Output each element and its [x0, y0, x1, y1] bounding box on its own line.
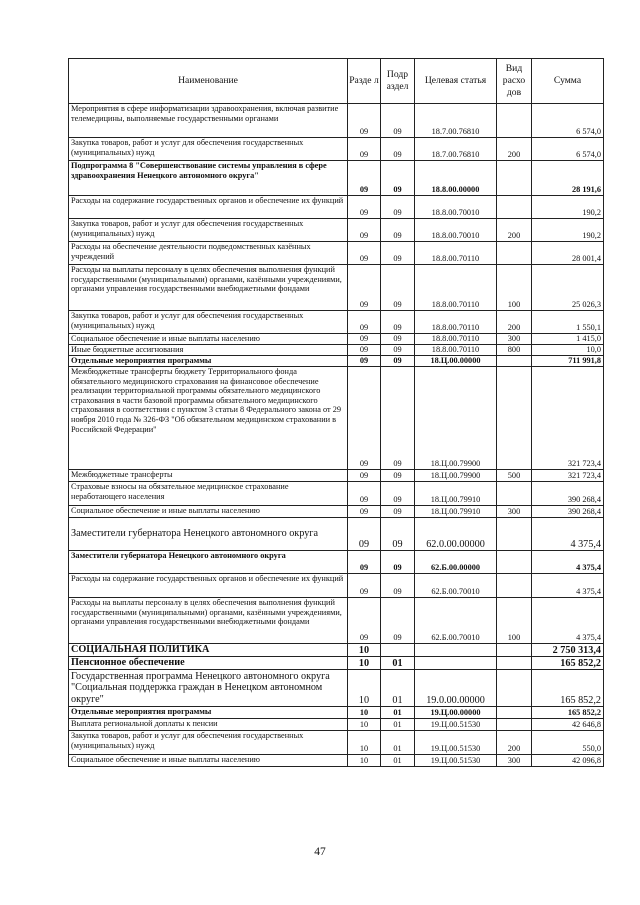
row-podrazdel-cell: 09	[381, 367, 415, 470]
row-razdel-cell: 09	[348, 334, 381, 345]
row-razdel-cell: 10	[348, 731, 381, 755]
table-row	[69, 670, 604, 707]
row-expense-type-cell	[497, 719, 532, 731]
row-razdel-cell: 09	[348, 345, 381, 356]
row-target-article-cell: 62.Б.00.70010	[415, 574, 497, 598]
row-expense-type-cell: 500	[497, 470, 532, 482]
row-expense-type-cell: 300	[497, 506, 532, 518]
row-podrazdel-cell: 09	[381, 196, 415, 219]
row-razdel-cell: 09	[348, 242, 381, 265]
header-podrazdel: Подр аздел	[381, 59, 415, 104]
table-row	[69, 707, 604, 719]
row-sum-cell: 4 375,4	[532, 518, 604, 551]
table-row	[69, 755, 604, 767]
row-expense-type-cell	[497, 482, 532, 506]
row-expense-type-cell	[497, 104, 532, 138]
row-razdel-cell: 09	[348, 104, 381, 138]
row-sum-cell: 1 550,1	[532, 311, 604, 334]
row-target-article-cell: 18.8.00.00000	[415, 161, 497, 196]
row-razdel-cell: 09	[348, 196, 381, 219]
row-name-cell: Заместители губернатора Ненецкого автономного округа	[69, 551, 348, 574]
row-razdel-cell: 10	[348, 670, 381, 707]
header-target-article: Целевая статья	[415, 59, 497, 104]
table-row	[69, 265, 604, 311]
table-row	[69, 138, 604, 161]
row-podrazdel-cell: 09	[381, 104, 415, 138]
row-podrazdel-cell: 09	[381, 356, 415, 367]
row-sum-cell: 42 096,8	[532, 755, 604, 767]
table-row	[69, 356, 604, 367]
table-row	[69, 719, 604, 731]
row-name-cell: Расходы на выплаты персоналу в целях обеспечения выполнения функций государственными (муниципальными) органами, казёнными учреждениями, органами управления государственными внебюджетными фондами	[69, 265, 348, 311]
table-row	[69, 161, 604, 196]
row-sum-cell: 28 191,6	[532, 161, 604, 196]
table-row	[69, 574, 604, 598]
row-razdel-cell: 09	[348, 574, 381, 598]
row-sum-cell: 321 723,4	[532, 367, 604, 470]
row-name-cell: Мероприятия в сфере информатизации здравоохранения, включая развитие телемедицины, выполняемые государственными органами	[69, 104, 348, 138]
row-target-article-cell: 18.8.00.70110	[415, 345, 497, 356]
row-sum-cell: 25 026,3	[532, 265, 604, 311]
row-expense-type-cell	[497, 644, 532, 657]
table-row	[69, 518, 604, 551]
row-target-article-cell	[415, 657, 497, 670]
row-razdel-cell: 09	[348, 161, 381, 196]
row-sum-cell: 2 750 313,4	[532, 644, 604, 657]
row-razdel-cell: 09	[348, 356, 381, 367]
row-sum-cell: 390 268,4	[532, 482, 604, 506]
row-target-article-cell: 19.Ц.00.51530	[415, 755, 497, 767]
row-podrazdel-cell: 09	[381, 506, 415, 518]
row-sum-cell: 10,0	[532, 345, 604, 356]
row-target-article-cell: 18.8.00.70110	[415, 242, 497, 265]
row-razdel-cell: 09	[348, 506, 381, 518]
row-expense-type-cell: 100	[497, 598, 532, 644]
row-sum-cell: 4 375,4	[532, 598, 604, 644]
row-target-article-cell: 18.Ц.00.00000	[415, 356, 497, 367]
row-expense-type-cell	[497, 161, 532, 196]
row-sum-cell: 165 852,2	[532, 707, 604, 719]
budget-table-page	[68, 58, 603, 767]
row-expense-type-cell	[497, 196, 532, 219]
table-row	[69, 367, 604, 470]
row-podrazdel-cell: 09	[381, 311, 415, 334]
table-row	[69, 551, 604, 574]
row-target-article-cell: 18.Ц.00.79900	[415, 367, 497, 470]
row-sum-cell: 190,2	[532, 219, 604, 242]
row-razdel-cell: 09	[348, 367, 381, 470]
row-name-cell: Заместители губернатора Ненецкого автономного округа	[69, 518, 348, 551]
row-razdel-cell: 10	[348, 755, 381, 767]
row-sum-cell: 321 723,4	[532, 470, 604, 482]
row-razdel-cell: 09	[348, 265, 381, 311]
row-target-article-cell: 62.0.00.00000	[415, 518, 497, 551]
row-name-cell: Социальное обеспечение и иные выплаты населению	[69, 506, 348, 518]
row-podrazdel-cell: 09	[381, 334, 415, 345]
row-razdel-cell: 10	[348, 707, 381, 719]
row-expense-type-cell	[497, 356, 532, 367]
row-sum-cell: 550,0	[532, 731, 604, 755]
row-expense-type-cell: 200	[497, 311, 532, 334]
row-sum-cell: 4 375,4	[532, 551, 604, 574]
row-target-article-cell: 18.8.00.70110	[415, 265, 497, 311]
row-sum-cell: 165 852,2	[532, 670, 604, 707]
row-expense-type-cell	[497, 367, 532, 470]
row-podrazdel-cell: 09	[381, 161, 415, 196]
table-row	[69, 731, 604, 755]
table-row	[69, 334, 604, 345]
row-name-cell: Межбюджетные трансферты	[69, 470, 348, 482]
row-expense-type-cell	[497, 707, 532, 719]
page-number: 47	[314, 846, 326, 858]
row-name-cell: СОЦИАЛЬНАЯ ПОЛИТИКА	[69, 644, 348, 657]
row-target-article-cell: 62.Б.00.00000	[415, 551, 497, 574]
row-podrazdel-cell: 09	[381, 482, 415, 506]
table-row	[69, 470, 604, 482]
row-razdel-cell: 10	[348, 644, 381, 657]
row-razdel-cell: 09	[348, 551, 381, 574]
row-name-cell: Закупка товаров, работ и услуг для обеспечения государственных (муниципальных) нужд	[69, 311, 348, 334]
row-name-cell: Государственная программа Ненецкого автономного округа "Социальная поддержка граждан в Ненецком автономном округе"	[69, 670, 348, 707]
row-podrazdel-cell: 01	[381, 731, 415, 755]
row-name-cell: Отдельные мероприятия программы	[69, 707, 348, 719]
row-sum-cell: 28 001,4	[532, 242, 604, 265]
row-podrazdel-cell: 09	[381, 219, 415, 242]
row-target-article-cell: 18.Ц.00.79910	[415, 482, 497, 506]
row-name-cell: Пенсионное обеспечение	[69, 657, 348, 670]
row-razdel-cell: 09	[348, 219, 381, 242]
row-podrazdel-cell: 09	[381, 265, 415, 311]
row-podrazdel-cell: 09	[381, 598, 415, 644]
row-target-article-cell: 19.Ц.00.51530	[415, 719, 497, 731]
row-expense-type-cell	[497, 242, 532, 265]
row-target-article-cell	[415, 644, 497, 657]
row-sum-cell: 1 415,0	[532, 334, 604, 345]
header-sum: Сумма	[532, 59, 604, 104]
row-expense-type-cell: 300	[497, 755, 532, 767]
row-podrazdel-cell: 09	[381, 242, 415, 265]
row-razdel-cell: 10	[348, 719, 381, 731]
row-name-cell: Расходы на выплаты персоналу в целях обеспечения выполнения функций государственными (муниципальными) органами, казёнными учреждениями, органами управления государственными внебюджетными фондами	[69, 598, 348, 644]
row-sum-cell: 4 375,4	[532, 574, 604, 598]
row-podrazdel-cell: 01	[381, 670, 415, 707]
table-row	[69, 311, 604, 334]
row-expense-type-cell: 200	[497, 219, 532, 242]
row-sum-cell: 42 646,8	[532, 719, 604, 731]
row-expense-type-cell	[497, 551, 532, 574]
table-row	[69, 598, 604, 644]
row-expense-type-cell	[497, 574, 532, 598]
row-name-cell: Иные бюджетные ассигнования	[69, 345, 348, 356]
row-name-cell: Социальное обеспечение и иные выплаты населению	[69, 755, 348, 767]
row-target-article-cell: 18.Ц.00.79910	[415, 506, 497, 518]
row-sum-cell: 6 574,0	[532, 104, 604, 138]
row-target-article-cell: 18.7.00.76810	[415, 104, 497, 138]
row-target-article-cell: 19.Ц.00.00000	[415, 707, 497, 719]
row-razdel-cell: 09	[348, 518, 381, 551]
row-podrazdel-cell: 09	[381, 574, 415, 598]
row-name-cell: Выплата региональной доплаты к пенсии	[69, 719, 348, 731]
row-podrazdel-cell	[381, 644, 415, 657]
row-podrazdel-cell: 09	[381, 345, 415, 356]
table-row	[69, 242, 604, 265]
row-name-cell: Расходы на обеспечение деятельности подведомственных казённых учреждений	[69, 242, 348, 265]
row-podrazdel-cell: 01	[381, 719, 415, 731]
row-expense-type-cell	[497, 670, 532, 707]
row-name-cell: Страховые взносы на обязательное медицинское страхование неработающего населения	[69, 482, 348, 506]
row-name-cell: Закупка товаров, работ и услуг для обеспечения государственных (муниципальных) нужд	[69, 219, 348, 242]
budget-table	[68, 58, 604, 767]
table-body	[69, 104, 604, 767]
table-row	[69, 196, 604, 219]
table-row	[69, 482, 604, 506]
row-name-cell: Отдельные мероприятия программы	[69, 356, 348, 367]
row-target-article-cell: 18.8.00.70010	[415, 219, 497, 242]
row-target-article-cell: 18.Ц.00.79900	[415, 470, 497, 482]
row-target-article-cell: 18.8.00.70010	[415, 196, 497, 219]
row-name-cell: Расходы на содержание государственных органов и обеспечение их функций	[69, 196, 348, 219]
row-name-cell: Социальное обеспечение и иные выплаты населению	[69, 334, 348, 345]
row-podrazdel-cell: 01	[381, 755, 415, 767]
row-expense-type-cell: 200	[497, 138, 532, 161]
row-sum-cell: 165 852,2	[532, 657, 604, 670]
row-target-article-cell: 19.Ц.00.51530	[415, 731, 497, 755]
row-target-article-cell: 18.7.00.76810	[415, 138, 497, 161]
row-razdel-cell: 09	[348, 470, 381, 482]
row-expense-type-cell: 100	[497, 265, 532, 311]
row-sum-cell: 390 268,4	[532, 506, 604, 518]
row-sum-cell: 6 574,0	[532, 138, 604, 161]
table-row	[69, 644, 604, 657]
row-expense-type-cell: 300	[497, 334, 532, 345]
row-expense-type-cell	[497, 518, 532, 551]
table-row	[69, 219, 604, 242]
row-expense-type-cell	[497, 657, 532, 670]
row-target-article-cell: 62.Б.00.70010	[415, 598, 497, 644]
row-razdel-cell: 10	[348, 657, 381, 670]
row-podrazdel-cell: 09	[381, 551, 415, 574]
row-name-cell: Закупка товаров, работ и услуг для обеспечения государственных (муниципальных) нужд	[69, 138, 348, 161]
row-name-cell: Подпрограмма 8 "Совершенствование системы управления в сфере здравоохранения Ненецкого автономного округа"	[69, 161, 348, 196]
row-name-cell: Закупка товаров, работ и услуг для обеспечения государственных (муниципальных) нужд	[69, 731, 348, 755]
row-target-article-cell: 18.8.00.70110	[415, 311, 497, 334]
row-target-article-cell: 19.0.00.00000	[415, 670, 497, 707]
header-expense-type: Вид расхо дов	[497, 59, 532, 104]
row-expense-type-cell: 800	[497, 345, 532, 356]
row-razdel-cell: 09	[348, 598, 381, 644]
row-sum-cell: 711 991,8	[532, 356, 604, 367]
header-name: Наименование	[69, 59, 348, 104]
row-podrazdel-cell: 09	[381, 470, 415, 482]
row-name-cell: Расходы на содержание государственных органов и обеспечение их функций	[69, 574, 348, 598]
header-razdel: Разде л	[348, 59, 381, 104]
row-target-article-cell: 18.8.00.70110	[415, 334, 497, 345]
row-podrazdel-cell: 01	[381, 707, 415, 719]
row-razdel-cell: 09	[348, 482, 381, 506]
row-podrazdel-cell: 09	[381, 518, 415, 551]
row-razdel-cell: 09	[348, 311, 381, 334]
table-row	[69, 506, 604, 518]
row-podrazdel-cell: 01	[381, 657, 415, 670]
table-row	[69, 104, 604, 138]
row-sum-cell: 190,2	[532, 196, 604, 219]
table-row	[69, 657, 604, 670]
row-expense-type-cell: 200	[497, 731, 532, 755]
row-razdel-cell: 09	[348, 138, 381, 161]
table-header-row	[69, 59, 604, 104]
row-podrazdel-cell: 09	[381, 138, 415, 161]
row-name-cell: Межбюджетные трансферты бюджету Территориального фонда обязательного медицинского страхования на финансовое обеспечение реализации территориальной программы обязательного медицинского страхования в части базовой программы обязательного медицинского страхования в соответствии с пунктом 3 статьи 8 Федерального закона от 29 ноября 2010 года № 326-ФЗ "Об обязательном медицинском страховании в Российской Федерации"	[69, 367, 348, 470]
table-row	[69, 345, 604, 356]
